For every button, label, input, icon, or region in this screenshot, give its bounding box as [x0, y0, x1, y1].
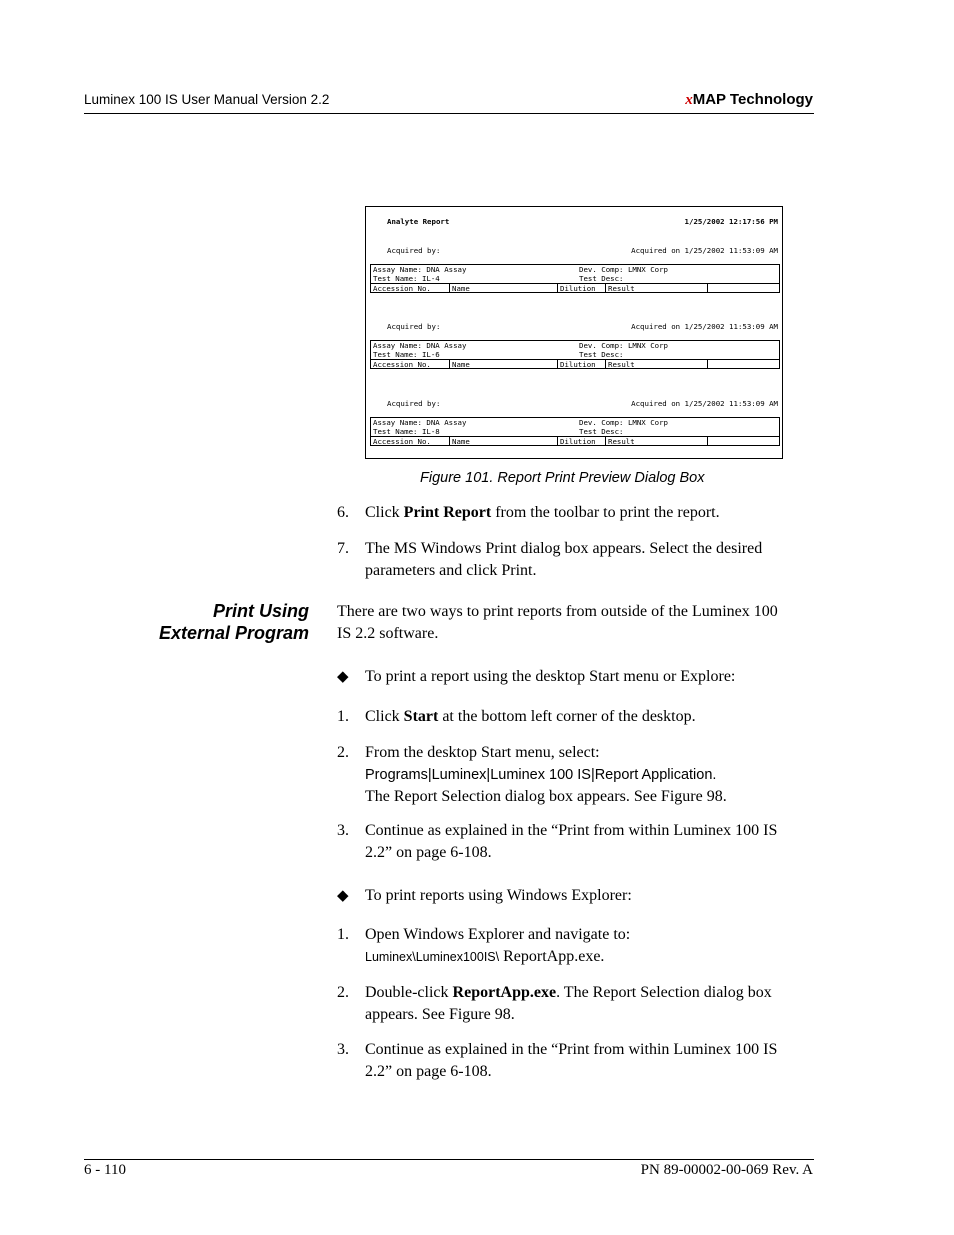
step-line: Open Windows Explorer and navigate to:: [365, 926, 631, 943]
test-name: Test Name: IL-4: [373, 274, 440, 283]
step-line: parameters and click Print.: [365, 562, 537, 579]
step-number: 7.: [337, 540, 349, 557]
col-accession: Accession No.: [373, 437, 431, 446]
brand-x: x: [685, 92, 693, 108]
step-line: 2.2” on page 6-108.: [365, 844, 492, 861]
part-number: PN 89-00002-00-069 Rev. A: [640, 1162, 813, 1178]
col-result: Result: [608, 360, 635, 369]
step-text: [365, 982, 815, 1026]
block-acquired-by: Acquired by:: [387, 322, 441, 331]
dev-comp: Dev. Comp: LMNX Corp: [579, 418, 668, 427]
page-number: 6 - 110: [84, 1162, 126, 1178]
step-number: 1.: [337, 926, 349, 943]
assay-name: Assay Name: DNA Assay: [373, 265, 467, 274]
step-line: appears. See Figure 98.: [365, 1006, 515, 1023]
column-separator: [707, 436, 708, 446]
step-text-post: from the toolbar to print the report.: [491, 504, 720, 521]
folder-path: Luminex\Luminex100IS\: [365, 950, 500, 964]
figure-caption: Figure 101. Report Print Preview Dialog Box: [420, 470, 705, 486]
column-separator: [557, 359, 558, 369]
procedure-intro: To print reports using Windows Explorer:: [365, 887, 632, 904]
section-heading-line: Print Using: [212, 601, 309, 621]
col-accession: Accession No.: [373, 284, 431, 293]
dev-comp: Dev. Comp: LMNX Corp: [579, 341, 668, 350]
step-text: [365, 820, 815, 864]
step-line: The Report Selection dialog box appears. See Figure 98.: [365, 788, 727, 805]
test-name: Test Name: IL-8: [373, 427, 440, 436]
test-desc: Test Desc:: [579, 350, 624, 359]
step-text-pre: Click: [365, 504, 404, 521]
block-acquired-on: Acquired on 1/25/2002 11:53:09 AM: [631, 246, 778, 255]
col-dilution: Dilution: [560, 360, 596, 369]
block-acquired-on: Acquired on 1/25/2002 11:53:09 AM: [631, 322, 778, 331]
step-text: [365, 742, 815, 808]
column-separator: [605, 283, 606, 293]
step-line: The MS Windows Print dialog box appears. Select the desired: [365, 540, 763, 557]
running-header-brand: [685, 91, 813, 109]
block-acquired-on: Acquired on 1/25/2002 11:53:09 AM: [631, 399, 778, 408]
header-rule: [84, 113, 814, 114]
procedure-intro: To print a report using the desktop Start menu or Explore:: [365, 668, 736, 685]
step-text: [365, 706, 815, 728]
step-text: [365, 538, 815, 582]
brand-rest: MAP Technology: [692, 91, 813, 108]
col-dilution: Dilution: [560, 284, 596, 293]
diamond-bullet-icon: ◆: [337, 667, 349, 685]
diamond-bullet-icon: ◆: [337, 886, 349, 904]
step-number: 2.: [337, 744, 349, 761]
block-acquired-by: Acquired by:: [387, 246, 441, 255]
file-path: [365, 946, 815, 968]
step-line: [365, 982, 815, 1004]
column-separator: [605, 359, 606, 369]
running-header-title: Luminex 100 IS User Manual Version 2.2: [84, 92, 330, 107]
step-number: 3.: [337, 1041, 349, 1058]
step-text: [365, 502, 815, 524]
step-text-bold: Start: [403, 708, 439, 725]
col-result: Result: [608, 284, 635, 293]
step-line: Continue as explained in the “Print from within Luminex 100 IS: [365, 1041, 778, 1058]
assay-name: Assay Name: DNA Assay: [373, 418, 467, 427]
assay-name: Assay Name: DNA Assay: [373, 341, 467, 350]
col-name: Name: [452, 284, 470, 293]
step-text-pre: Click: [365, 708, 404, 725]
block-info-table: [370, 340, 780, 369]
step-text-bold: Print Report: [403, 504, 492, 521]
figure-report-title: Analyte Report: [387, 217, 450, 226]
column-separator: [707, 283, 708, 293]
step-number: 2.: [337, 984, 349, 1001]
menu-path: Programs|Luminex|Luminex 100 IS|Report Application.: [365, 767, 717, 783]
column-separator: [557, 436, 558, 446]
block-info-table: [370, 417, 780, 446]
col-dilution: Dilution: [560, 437, 596, 446]
step-line: 2.2” on page 6-108.: [365, 1063, 492, 1080]
test-desc: Test Desc:: [579, 274, 624, 283]
col-name: Name: [452, 437, 470, 446]
section-heading-line: External Program: [158, 623, 309, 643]
test-desc: Test Desc:: [579, 427, 624, 436]
footer-rule: [84, 1159, 814, 1160]
column-separator: [605, 436, 606, 446]
intro-line: There are two ways to print reports from outside of the Luminex 100: [337, 603, 778, 620]
step-number: 1.: [337, 708, 349, 725]
column-separator: [449, 436, 450, 446]
step-line: Continue as explained in the “Print from within Luminex 100 IS: [365, 822, 778, 839]
step-line: From the desktop Start menu, select:: [365, 744, 600, 761]
column-separator: [707, 359, 708, 369]
file-name: ReportApp.exe.: [499, 948, 605, 965]
step-number: 3.: [337, 822, 349, 839]
col-result: Result: [608, 437, 635, 446]
intro-line: IS 2.2 software.: [337, 625, 439, 642]
step-text-pre: Double-click: [365, 984, 453, 1001]
col-name: Name: [452, 360, 470, 369]
section-heading: [120, 600, 309, 644]
test-name: Test Name: IL-6: [373, 350, 440, 359]
step-number: 6.: [337, 504, 349, 521]
col-accession: Accession No.: [373, 360, 431, 369]
step-text-bold: ReportApp.exe: [452, 984, 557, 1001]
step-text-post: . The Report Selection dialog box: [556, 984, 772, 1001]
column-separator: [449, 359, 450, 369]
step-text: [365, 1039, 815, 1083]
report-print-preview-figure: [365, 206, 783, 459]
block-info-table: [370, 264, 780, 293]
column-separator: [449, 283, 450, 293]
step-text: [365, 924, 815, 968]
column-separator: [557, 283, 558, 293]
section-intro: [337, 601, 817, 645]
dev-comp: Dev. Comp: LMNX Corp: [579, 265, 668, 274]
step-text-post: at the bottom left corner of the desktop.: [438, 708, 696, 725]
figure-report-datetime: 1/25/2002 12:17:56 PM: [684, 217, 778, 226]
block-acquired-by: Acquired by:: [387, 399, 441, 408]
